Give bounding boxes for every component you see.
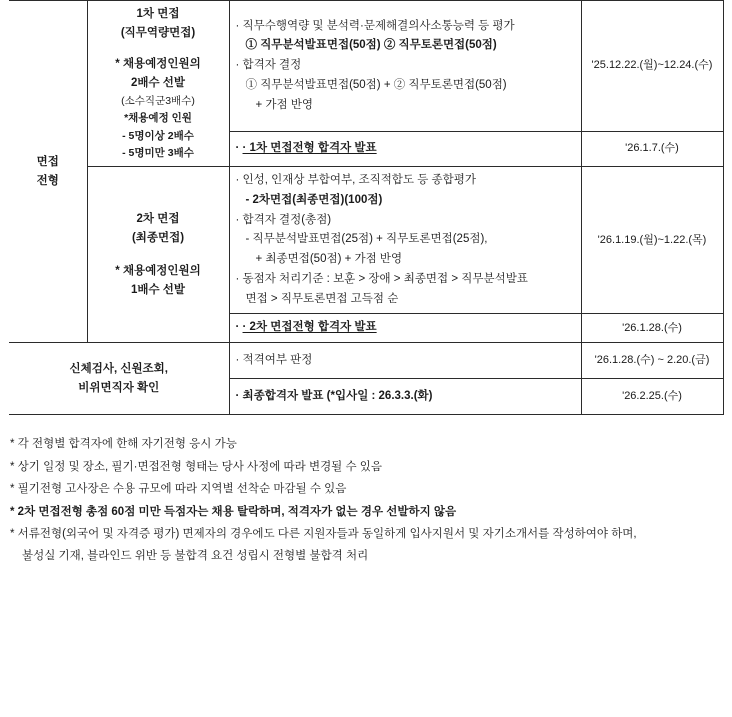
stage-cell-interview bbox=[9, 1, 87, 343]
round-line-2: (직무역량면접) bbox=[120, 26, 196, 39]
detail-cell-medical-check: · 적격여부 판정 bbox=[229, 343, 581, 379]
stage-cell-medical-check bbox=[9, 343, 229, 415]
detail-line: · 1차 면접전형 합격자 발표 bbox=[242, 142, 377, 155]
detail-line: · 인성, 인재상 부합여부, 조직적합도 등 종합평가 bbox=[235, 174, 476, 187]
round-cell-second-interview bbox=[87, 167, 229, 343]
round-line-5: (소수직군3배수) bbox=[121, 94, 195, 107]
detail-line: · 동점자 처리기준 : 보훈 > 장애 > 최종면접 > 직무분석발표 bbox=[235, 272, 528, 285]
detail-line: + 최종면접(50점) + 가점 반영 bbox=[255, 253, 403, 266]
detail-cell-final-result bbox=[229, 379, 581, 415]
detail-cell-first-result bbox=[229, 132, 581, 167]
date-cell-first-interview: '25.12.22.(월)~12.24.(수) bbox=[581, 1, 723, 132]
footnote-item: * 상기 일정 및 장소, 필기·면접전형 형태는 당사 사정에 따라 변경될 수 있음 bbox=[10, 460, 382, 473]
table-row bbox=[9, 167, 723, 314]
date-cell-medical-check: '26.1.28.(수) ~ 2.20.(금) bbox=[581, 343, 723, 379]
stage-label-line2: 전형 bbox=[36, 174, 59, 187]
round-line-4: 1배수 선발 bbox=[130, 283, 186, 296]
table-row bbox=[9, 1, 723, 132]
footnote-item-continuation: 불성실 기재, 블라인드 위반 등 불합격 요건 성립시 전형별 불합격 처리 bbox=[22, 550, 369, 563]
detail-cell-second-interview bbox=[229, 167, 581, 314]
detail-bullet: · bbox=[235, 321, 243, 334]
detail-line: · 합격자 결정 bbox=[235, 59, 302, 72]
round-line-1: 2차 면접 bbox=[136, 212, 180, 225]
detail-line: · 합격자 결정(총점) bbox=[235, 213, 332, 226]
detail-line: · 2차 면접전형 합격자 발표 bbox=[242, 321, 377, 334]
table-row bbox=[9, 343, 723, 379]
footnote-item: * 필기전형 고사장은 수용 규모에 따라 지역별 선착순 마감될 수 있음 bbox=[10, 483, 347, 496]
date-cell-second-interview: '26.1.19.(월)~1.22.(목) bbox=[581, 167, 723, 314]
detail-line: · 직무수행역량 및 분석력·문제해결의사소통능력 등 평가 bbox=[235, 19, 515, 32]
detail-line: - 직무분석발표면접(25점) + 직무토론면접(25점), bbox=[245, 233, 488, 246]
stage-label-line1: 면접 bbox=[36, 155, 59, 168]
detail-line: + 가점 반영 bbox=[255, 98, 314, 111]
footnote-item: * 각 전형별 합격자에 한해 자기전형 응시 가능 bbox=[10, 438, 237, 451]
detail-line: ① 직무분석발표면접(50점) ② 직무토론면접(50점) bbox=[245, 39, 497, 52]
date-cell-first-result: '26.1.7.(수) bbox=[581, 132, 723, 167]
footnote-item: * 2차 면접전형 총점 60점 미만 득점자는 채용 탈락하며, 적격자가 없는 경우 선발하지 않음 bbox=[10, 505, 457, 518]
round-line-3: * 채용예정인원의 bbox=[115, 57, 201, 70]
stage-label-line1: 신체검사, 신원조회, bbox=[69, 362, 168, 375]
round-line-2: (최종면접) bbox=[131, 231, 185, 244]
round-line-7: - 5명이상 2배수 bbox=[122, 129, 194, 142]
round-line-4: 2배수 선발 bbox=[130, 76, 186, 89]
detail-line: · 최종합격자 발표 (*입사일 : 26.3.3.(화) bbox=[235, 389, 433, 402]
detail-cell-second-result bbox=[229, 314, 581, 343]
detail-line: 면접 > 직무토론면접 고득점 순 bbox=[245, 292, 399, 305]
stage-label-line2: 비위면직자 확인 bbox=[78, 381, 160, 394]
detail-line: ① 직무분석발표면접(50점) + ② 직무토론면접(50점) bbox=[245, 78, 507, 91]
round-line-3: * 채용예정인원의 bbox=[115, 264, 201, 277]
detail-cell-first-interview bbox=[229, 1, 581, 132]
schedule-table bbox=[9, 0, 724, 415]
date-cell-second-result: '26.1.28.(수) bbox=[581, 314, 723, 343]
detail-bullet: · bbox=[235, 142, 243, 155]
detail-line: - 2차면접(최종면접)(100점) bbox=[245, 193, 383, 206]
round-line-8: - 5명미만 3배수 bbox=[122, 146, 194, 159]
round-line-6: *채용예정 인원 bbox=[124, 112, 192, 125]
round-cell-first-interview bbox=[87, 1, 229, 167]
date-cell-final-result: '26.2.25.(수) bbox=[581, 379, 723, 415]
footnotes bbox=[10, 433, 722, 568]
footnote-item: * 서류전형(외국어 및 자격증 평가) 면제자의 경우에도 다른 지원자들과 동일하게 입사지원서 및 자기소개서를 작성하여야 하며, bbox=[10, 527, 637, 540]
round-line-1: 1차 면접 bbox=[136, 8, 180, 20]
